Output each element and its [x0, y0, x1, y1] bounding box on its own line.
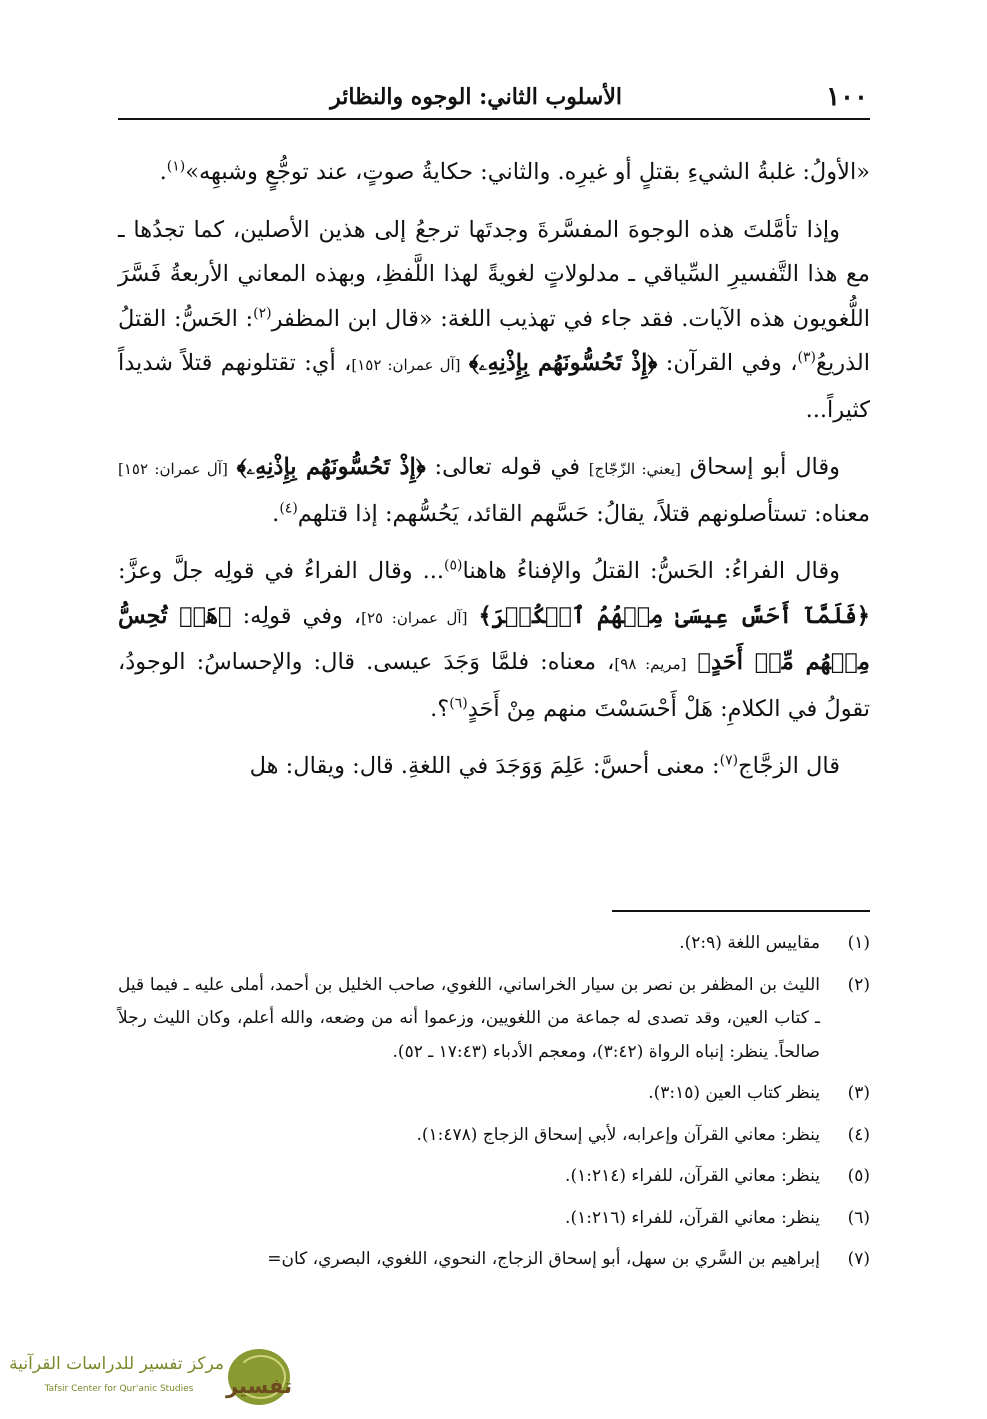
footnote-text: ينظر: معاني القرآن وإعرابه، لأبي إسحاق الزجاج (١:٤٧٨). [416, 1124, 820, 1145]
paragraph-text: معناه: تستأصلونهم قتلاً، يقالُ: حَسَّهم القائد، يَحُسُّهم: إذا قتلهم [297, 500, 870, 527]
footnote-number: (٥) [847, 1166, 870, 1186]
tafsir-center-logo [0, 1348, 300, 1408]
paragraph-4 [118, 549, 870, 731]
footnote-ref: (٣) [797, 349, 816, 366]
footnote-number: (١) [847, 933, 870, 953]
footnote-item [118, 1160, 870, 1194]
footnote-item [118, 969, 870, 1070]
paragraph-5 [118, 744, 870, 789]
page-header [118, 80, 870, 120]
main-text [118, 150, 870, 802]
paragraph-text: ، أي: تقتلونهم قتلاً شديداً كثيراً... [118, 350, 870, 423]
paragraph-text: . [272, 500, 280, 527]
running-title: الأسلوب الثاني: الوجوه والنظائر [330, 84, 622, 110]
verse-citation: [آل عمران: ١٥٢] [351, 356, 461, 374]
footnote-item [118, 1202, 870, 1236]
footnote-number: (٦) [847, 1207, 870, 1228]
footnote-ref: (٤) [279, 500, 298, 516]
paragraph-text: وقال الفراءُ: الحَسُّ: القتلُ والإفناءُ هاهنا [462, 558, 840, 584]
footnote-ref: (١) [166, 158, 186, 175]
paragraph-text: ؟. [430, 695, 450, 722]
page-number: ١٠٠ [826, 82, 868, 112]
paragraph-text: ، وفي قولِه: [231, 602, 362, 629]
footnote-ref: (٦) [449, 695, 468, 711]
footnote-item [118, 927, 870, 961]
paragraph-text: ... وقال الفراءُ في قولِه جلَّ وعزَّ: [118, 558, 445, 584]
footnote-number: (٣) [847, 1083, 870, 1103]
footnote-text: ينظر: معاني القرآن، للفراء (١:٢١٤). [565, 1166, 820, 1186]
verse-citation: [مريم: ٩٨] [614, 655, 687, 673]
footnote-text: الليث بن المظفر بن نصر بن سيار الخراساني، اللغوي، صاحب الخليل بن أحمد، أملى عليه ـ فيما قيل ـ كتاب العين، وقد تصدى له جماعة من اللغويين، وزعموا أنه من وضعه، والله أعلم، وكان الليث رجلاً صالحاً. ينظر: إنباه الرواة (٣:٤٢)، ومعجم الأدباء (١٧:٤٣ ـ ٥٢). [118, 974, 820, 1062]
footnote-number: (٧) [847, 1249, 870, 1269]
paragraph-text: : معنى أحسَّ: عَلِمَ وَوَجَدَ في اللغةِ. قال: ويقال: هل [249, 753, 720, 779]
quran-verse: ﴿هَلۡ تُحِسُّ مِنۡهُم مِّنۡ أَحَدٍ﴾ [118, 602, 870, 675]
verse-citation: [آل عمران: ١٥٢] [118, 460, 228, 478]
editor-note: [يعني: الزّجّاج] [588, 460, 681, 478]
quran-verse: ﴿إِذْ تَحُسُّونَهُم بِإِذْنِهِۦ﴾ [468, 350, 658, 376]
logo-wordmark: تفسير [225, 1374, 292, 1398]
footnote-text: مقاييس اللغة (٢:٩). [679, 933, 820, 953]
paragraph-2 [118, 208, 870, 433]
footnote-ref: (٥) [444, 557, 463, 574]
paragraph-text: . [159, 159, 167, 185]
footnote-item [118, 1243, 870, 1277]
paragraph-text: ، معناه: فلمَّا وَجَدَ عيسى. قال: والإحساسُ: الوجودُ، تقولُ في الكلامِ: هَلْ أَحْسَسْتَ منهم مِنْ أَحَدٍ [118, 649, 870, 722]
quran-verse: ﴿إِذْ تَحُسُّونَهُم بِإِذْنِهِۦ﴾ [236, 454, 426, 480]
paragraph-text: وإذا تأمَّلتَ هذه الوجوهَ المفسَّرةَ وجدتَها ترجعُ إلى هذين الأصلين، كما تجدُها ـ مع هذا التَّفسيرِ السِّياقي ـ مدلولاتٍ لغويةً لهذا اللَّفظِ، وبهذه المعاني الأربعةُ فَسَّرَ اللُّغويون هذه الآيات. فقد جاء في تهذيب اللغة: «قال ابن المظفر [118, 216, 870, 332]
footnote-text: ينظر: معاني القرآن، للفراء (١:٢١٦). [565, 1207, 820, 1228]
logo-english-name: Tafsir Center for Qur'anic Studies [44, 1384, 194, 1394]
footnote-number: (٤) [847, 1124, 870, 1145]
logo-arabic-name: مركز تفسير للدراسات القرآنية [9, 1354, 224, 1374]
verse-citation: [آل عمران: ٢٥] [361, 608, 468, 627]
paragraph-3 [118, 445, 870, 536]
footnote-ref: (٢) [253, 305, 272, 321]
footnote-ref: (٧) [719, 752, 739, 769]
quran-verse: ﴿فَلَمَّآ أَحَسَّ عِيسَىٰ مِنۡهُمُ ٱلۡكُفۡرَ﴾ [478, 602, 870, 629]
footnotes [118, 927, 870, 1285]
paragraph-text: «الأولُ: غلبةُ الشيءِ بقتلٍ أو غيرِه. والثاني: حكايةُ صوتٍ، عند توجُّعٍ وشبهِه» [185, 159, 870, 185]
paragraph-text: : الحَسُّ: القتلُ الذريعُ [118, 305, 871, 376]
paragraph-text: قال الزجَّاج [738, 753, 840, 779]
footnote-separator [612, 910, 870, 912]
paragraph-text: في قوله تعالى: [425, 454, 589, 480]
footnote-item [118, 1119, 870, 1153]
paragraph-1 [118, 150, 870, 195]
footnote-number: (٢) [847, 974, 870, 995]
paragraph-text: ، وفي القرآن: [657, 350, 798, 376]
footnote-item [118, 1077, 870, 1111]
footnote-text: ينظر كتاب العين (٣:١٥). [648, 1083, 820, 1103]
footnote-text: إبراهيم بن السَّري بن سهل، أبو إسحاق الزجاج، النحوي، اللغوي، البصري، كان= [267, 1249, 820, 1269]
paragraph-text: وقال أبو إسحاق [680, 454, 841, 480]
